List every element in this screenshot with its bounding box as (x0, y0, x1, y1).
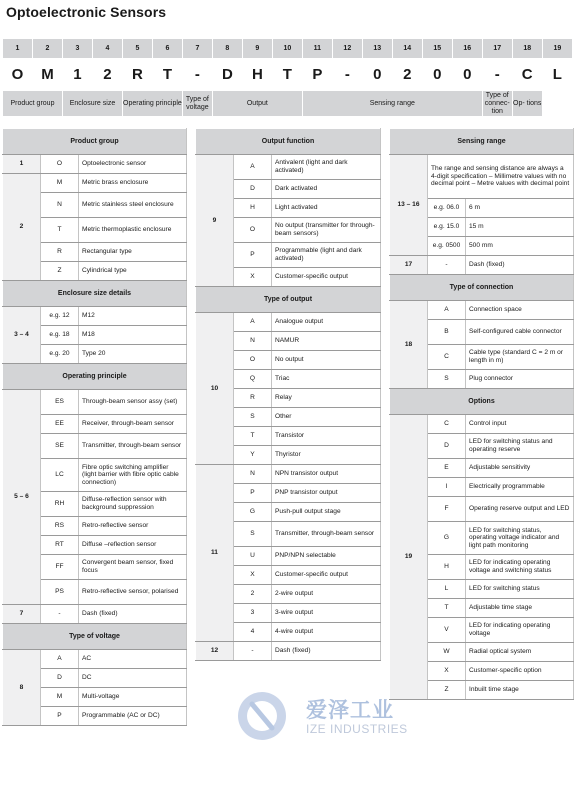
description-cell: Connection space (466, 301, 574, 320)
description-cell: Diffuse-reflection sensor with background suppression (79, 492, 187, 517)
code-cell: D (234, 180, 272, 199)
description-cell: Optoelectronic sensor (79, 155, 187, 174)
code-cell: G (428, 522, 466, 555)
code-cell: E (428, 459, 466, 478)
code-cell: A (41, 650, 79, 669)
spec-row (390, 256, 574, 275)
code-cell: N (41, 193, 79, 218)
position-number-cell: 3 (62, 39, 92, 59)
code-cell: P (234, 484, 272, 503)
description-cell: PNP/NPN selectable (272, 547, 381, 566)
code-cell: Z (41, 262, 79, 281)
code-cell: C (428, 415, 466, 434)
description-cell: Control input (466, 415, 574, 434)
label-type-of-connection: Type of connec- tion (482, 91, 512, 117)
code-cell: e.g. 06.0 (428, 199, 466, 218)
description-cell: LED for switching status and operating reserve (466, 434, 574, 459)
code-cell: X (428, 662, 466, 681)
position-number-cell: 18 (512, 39, 542, 59)
code-cell: X (234, 268, 272, 287)
description-cell: LED for indicating operating voltage (466, 618, 574, 643)
code-letters-row (3, 59, 573, 91)
position-number-cell: 10 (272, 39, 302, 59)
code-cell: F (428, 497, 466, 522)
section-header: Type of connection (390, 275, 574, 301)
code-cell: R (41, 243, 79, 262)
code-letter-cell: 0 (452, 59, 482, 91)
code-letter-cell: H (242, 59, 272, 91)
description-cell: The range and sensing distance are always a 4-digit specification – Millimetre values with no decimal point – Metre values with decimal point (428, 155, 574, 199)
code-cell: - (234, 642, 272, 661)
section-header: Product group (3, 129, 187, 155)
code-cell: T (428, 599, 466, 618)
code-cell: O (234, 218, 272, 243)
description-cell: Type 20 (79, 345, 187, 364)
description-cell: Self-configured cable connector (466, 320, 574, 345)
spec-row (196, 155, 381, 180)
position-cell: 11 (196, 465, 234, 642)
code-cell: T (234, 427, 272, 446)
code-letter-cell: L (542, 59, 572, 91)
description-cell: Triac (272, 370, 381, 389)
code-cell: O (41, 155, 79, 174)
description-cell: No output (272, 351, 381, 370)
position-cell: 9 (196, 155, 234, 287)
description-cell: Transmitter, through-beam sensor (272, 522, 381, 547)
type-code-table (2, 38, 573, 117)
description-cell: Adjustable sensitivity (466, 459, 574, 478)
code-cell: 4 (234, 623, 272, 642)
description-cell: Metric stainless steel enclosure (79, 193, 187, 218)
code-cell: e.g. 15.0 (428, 218, 466, 237)
label-product-group: Product group (3, 91, 63, 117)
description-cell: M12 (79, 307, 187, 326)
description-cell: Programmable (light and dark activated) (272, 243, 381, 268)
description-cell: Radial optical system (466, 643, 574, 662)
code-labels-row (3, 91, 573, 117)
description-cell: Retro-reflective sensor, polarised (79, 580, 187, 605)
position-number-cell: 13 (362, 39, 392, 59)
code-letter-cell: 0 (362, 59, 392, 91)
code-cell: W (428, 643, 466, 662)
description-cell: Rectangular type (79, 243, 187, 262)
position-cell: 3 – 4 (3, 307, 41, 364)
spec-row (3, 390, 187, 415)
description-cell: Customer-specific output (272, 268, 381, 287)
description-cell: 6 m (466, 199, 574, 218)
section-header: Output function (196, 129, 381, 155)
description-cell: Convergent beam sensor, fixed focus (79, 555, 187, 580)
code-letter-cell: T (152, 59, 182, 91)
code-cell: RT (41, 536, 79, 555)
code-cell: e.g. 20 (41, 345, 79, 364)
position-number-cell: 8 (212, 39, 242, 59)
code-cell: M (41, 174, 79, 193)
position-cell: 19 (390, 415, 428, 700)
description-cell: Transmitter, through-beam sensor (79, 434, 187, 459)
section-header: Options (390, 389, 574, 415)
page-title: Optoelectronic Sensors (6, 4, 167, 20)
description-cell: DC (79, 669, 187, 688)
code-cell: RH (41, 492, 79, 517)
code-cell: Y (234, 446, 272, 465)
spec-row (3, 650, 187, 669)
position-cell: 8 (3, 650, 41, 726)
position-number-cell: 14 (392, 39, 422, 59)
code-cell: H (428, 555, 466, 580)
position-cell: 10 (196, 313, 234, 465)
description-cell: 4-wire output (272, 623, 381, 642)
position-number-cell: 12 (332, 39, 362, 59)
position-number-cell: 2 (32, 39, 62, 59)
position-numbers-row (3, 39, 573, 59)
spec-row (3, 605, 187, 624)
description-cell: Multi-voltage (79, 688, 187, 707)
code-cell: - (428, 256, 466, 275)
description-cell: Analogue output (272, 313, 381, 332)
code-cell: N (234, 332, 272, 351)
spec-row (390, 415, 574, 434)
code-letter-cell: T (272, 59, 302, 91)
code-cell: X (234, 566, 272, 585)
description-cell: NPN transistor output (272, 465, 381, 484)
code-cell: A (234, 155, 272, 180)
position-number-cell: 15 (422, 39, 452, 59)
description-cell: Metric thermoplastic enclosure (79, 218, 187, 243)
description-cell: NAMUR (272, 332, 381, 351)
code-cell: I (428, 478, 466, 497)
code-letter-cell: C (512, 59, 542, 91)
code-cell: e.g. 18 (41, 326, 79, 345)
code-cell: O (234, 351, 272, 370)
code-cell: C (428, 345, 466, 370)
spec-table-range (389, 128, 574, 700)
section-header: Enclosure size details (3, 281, 187, 307)
code-cell: 2 (234, 585, 272, 604)
code-cell: P (234, 243, 272, 268)
description-cell: Adjustable time stage (466, 599, 574, 618)
description-cell: Relay (272, 389, 381, 408)
description-cell: Inbuilt time stage (466, 681, 574, 700)
description-cell: Fibre optic switching amplifier (light barrier with fibre optic cable connection) (79, 459, 187, 492)
code-cell: LC (41, 459, 79, 492)
code-cell: B (428, 320, 466, 345)
code-cell: H (234, 199, 272, 218)
description-cell: Programmable (AC or DC) (79, 707, 187, 726)
code-cell: A (234, 313, 272, 332)
description-cell: 2-wire output (272, 585, 381, 604)
section-header: Sensing range (390, 129, 574, 155)
watermark-cn: 爱泽工业 (306, 698, 394, 722)
label-type-of-voltage: Type of voltage (182, 91, 212, 117)
code-cell: M (41, 688, 79, 707)
description-cell: Antivalent (light and dark activated) (272, 155, 381, 180)
code-cell: Q (234, 370, 272, 389)
code-cell: S (234, 408, 272, 427)
position-number-cell: 4 (92, 39, 122, 59)
position-cell: 17 (390, 256, 428, 275)
code-cell: 3 (234, 604, 272, 623)
code-cell: RS (41, 517, 79, 536)
position-number-cell: 17 (482, 39, 512, 59)
spec-row (196, 313, 381, 332)
description-cell: Cylindrical type (79, 262, 187, 281)
code-cell: EE (41, 415, 79, 434)
position-number-cell: 16 (452, 39, 482, 59)
spec-table-output (195, 128, 381, 661)
code-letter-cell: 1 (62, 59, 92, 91)
position-cell: 7 (3, 605, 41, 624)
code-cell: D (41, 669, 79, 688)
description-cell: Metric brass enclosure (79, 174, 187, 193)
code-cell: - (41, 605, 79, 624)
description-cell: No output (transmitter for through-beam sensors) (272, 218, 381, 243)
code-letter-cell: - (332, 59, 362, 91)
description-cell: Customer-specific option (466, 662, 574, 681)
code-letter-cell: 0 (422, 59, 452, 91)
description-cell: Plug connector (466, 370, 574, 389)
code-letter-cell: P (302, 59, 332, 91)
position-number-cell: 11 (302, 39, 332, 59)
code-cell: G (234, 503, 272, 522)
description-cell: LED for switching status (466, 580, 574, 599)
description-cell: Dash (fixed) (272, 642, 381, 661)
label-enclosure-size: Enclosure size (62, 91, 122, 117)
code-cell: U (234, 547, 272, 566)
label-output: Output (212, 91, 302, 117)
position-cell: 2 (3, 174, 41, 281)
description-cell: Push-pull output stage (272, 503, 381, 522)
spec-row (196, 642, 381, 661)
code-letter-cell: D (212, 59, 242, 91)
description-cell: M18 (79, 326, 187, 345)
description-cell: 15 m (466, 218, 574, 237)
position-number-cell: 7 (182, 39, 212, 59)
code-cell: D (428, 434, 466, 459)
description-cell: LED for indicating operating voltage and switching status (466, 555, 574, 580)
ize-logo-icon (236, 690, 288, 742)
code-cell: A (428, 301, 466, 320)
code-letter-cell: O (3, 59, 33, 91)
code-cell: N (234, 465, 272, 484)
position-number-cell: 5 (122, 39, 152, 59)
spec-row (390, 301, 574, 320)
description-cell: LED for switching status, operating voltage indicator and light path monitoring (466, 522, 574, 555)
description-cell: PNP transistor output (272, 484, 381, 503)
label-sensing-range: Sensing range (302, 91, 482, 117)
position-cell: 13 – 16 (390, 155, 428, 256)
spec-row (390, 155, 574, 199)
code-cell: R (234, 389, 272, 408)
position-number-cell: 6 (152, 39, 182, 59)
description-cell: Customer-specific output (272, 566, 381, 585)
code-letter-cell: 2 (92, 59, 122, 91)
description-cell: Electrically programmable (466, 478, 574, 497)
description-cell: Dash (fixed) (466, 256, 574, 275)
section-header: Operating principle (3, 364, 187, 390)
code-cell: FF (41, 555, 79, 580)
description-cell: Cable type (standard C = 2 m or length in m) (466, 345, 574, 370)
position-cell: 12 (196, 642, 234, 661)
code-cell: SE (41, 434, 79, 459)
description-cell: 500 mm (466, 237, 574, 256)
code-cell: Z (428, 681, 466, 700)
code-cell: ES (41, 390, 79, 415)
code-letter-cell: R (122, 59, 152, 91)
code-letter-cell: - (182, 59, 212, 91)
spec-row (3, 307, 187, 326)
label-operating-principle: Operating principle (122, 91, 182, 117)
position-number-cell: 9 (242, 39, 272, 59)
section-header: Type of output (196, 287, 381, 313)
code-cell: PS (41, 580, 79, 605)
code-cell: V (428, 618, 466, 643)
code-cell: e.g. 12 (41, 307, 79, 326)
spec-row (3, 155, 187, 174)
watermark (236, 690, 436, 746)
code-letter-cell: M (32, 59, 62, 91)
description-cell: Receiver, through-beam sensor (79, 415, 187, 434)
position-cell: 5 – 6 (3, 390, 41, 605)
code-letter-cell: 2 (392, 59, 422, 91)
position-number-cell: 19 (542, 39, 572, 59)
description-cell: AC (79, 650, 187, 669)
position-cell: 18 (390, 301, 428, 389)
description-cell: Transistor (272, 427, 381, 446)
description-cell: Other (272, 408, 381, 427)
description-cell: Thyristor (272, 446, 381, 465)
code-cell: L (428, 580, 466, 599)
description-cell: Retro-reflective sensor (79, 517, 187, 536)
code-cell: P (41, 707, 79, 726)
description-cell: Diffuse –reflection sensor (79, 536, 187, 555)
code-cell: T (41, 218, 79, 243)
description-cell: Light activated (272, 199, 381, 218)
code-letter-cell: - (482, 59, 512, 91)
code-cell: S (234, 522, 272, 547)
position-number-cell: 1 (3, 39, 33, 59)
code-cell: e.g. 0500 (428, 237, 466, 256)
label-options: Op- tions (512, 91, 542, 117)
description-cell: Operating reserve output and LED (466, 497, 574, 522)
description-cell: Through-beam sensor assy (set) (79, 390, 187, 415)
position-cell: 1 (3, 155, 41, 174)
spec-row (196, 465, 381, 484)
description-cell: Dash (fixed) (79, 605, 187, 624)
description-cell: 3-wire output (272, 604, 381, 623)
code-cell: S (428, 370, 466, 389)
spec-row (3, 174, 187, 193)
spec-table-product (2, 128, 187, 726)
watermark-en: IZE INDUSTRIES (306, 722, 408, 736)
description-cell: Dark activated (272, 180, 381, 199)
section-header: Type of voltage (3, 624, 187, 650)
